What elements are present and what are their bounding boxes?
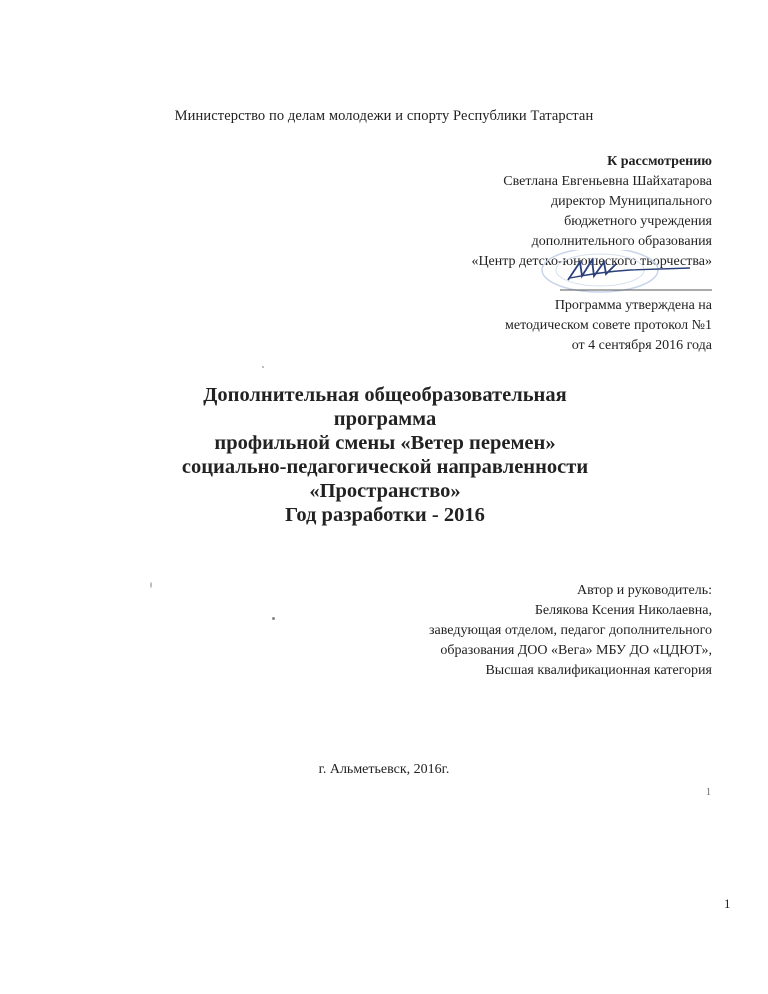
author-line: заведующая отделом, педагог дополнительного xyxy=(429,623,712,638)
scan-speck xyxy=(150,582,152,588)
approval-line: дополнительного образования xyxy=(531,234,712,249)
author-block xyxy=(332,581,712,681)
title-line: программа xyxy=(333,408,437,430)
author-line: образования ДОО «Вега» МБУ ДО «ЦДЮТ», xyxy=(440,643,712,658)
program-approved-line: от 4 сентября 2016 года xyxy=(571,338,712,353)
author-line: Высшая квалификационная категория xyxy=(485,663,712,678)
signature-stamp-icon xyxy=(540,250,720,294)
approval-line: Светлана Евгеньевна Шайхатарова xyxy=(503,174,712,189)
scan-speck xyxy=(272,617,275,620)
approval-line: бюджетного учреждения xyxy=(564,214,712,229)
title-line: «Пространство» xyxy=(309,480,461,502)
program-title xyxy=(150,383,620,527)
title-line: Дополнительная общеобразовательная xyxy=(203,384,567,406)
page-number: 1 xyxy=(724,896,731,911)
author-line: Белякова Ксения Николаевна, xyxy=(534,603,712,618)
title-line: профильной смены «Ветер перемен» xyxy=(214,432,556,454)
author-line: Автор и руководитель: xyxy=(576,583,712,598)
program-approved-line: методическом совете протокол №1 xyxy=(505,318,712,333)
scan-page-number: 1 xyxy=(706,787,711,798)
title-line: Год разработки - 2016 xyxy=(285,504,485,526)
program-approved-block xyxy=(392,296,712,356)
approval-line: «Центр детско-юношеского творчества» xyxy=(471,254,712,269)
approval-heading: К рассмотрению xyxy=(607,154,712,169)
ministry-header: Министерство по делам молодежи и спорту Республики Татарстан xyxy=(174,108,594,124)
scan-speck xyxy=(262,366,264,368)
city-year: г. Альметьевск, 2016г. xyxy=(318,762,450,777)
approval-line: директор Муниципального xyxy=(550,194,712,209)
title-line: социально-педагогической направленности xyxy=(181,456,589,478)
program-approved-line: Программа утверждена на xyxy=(554,298,712,313)
